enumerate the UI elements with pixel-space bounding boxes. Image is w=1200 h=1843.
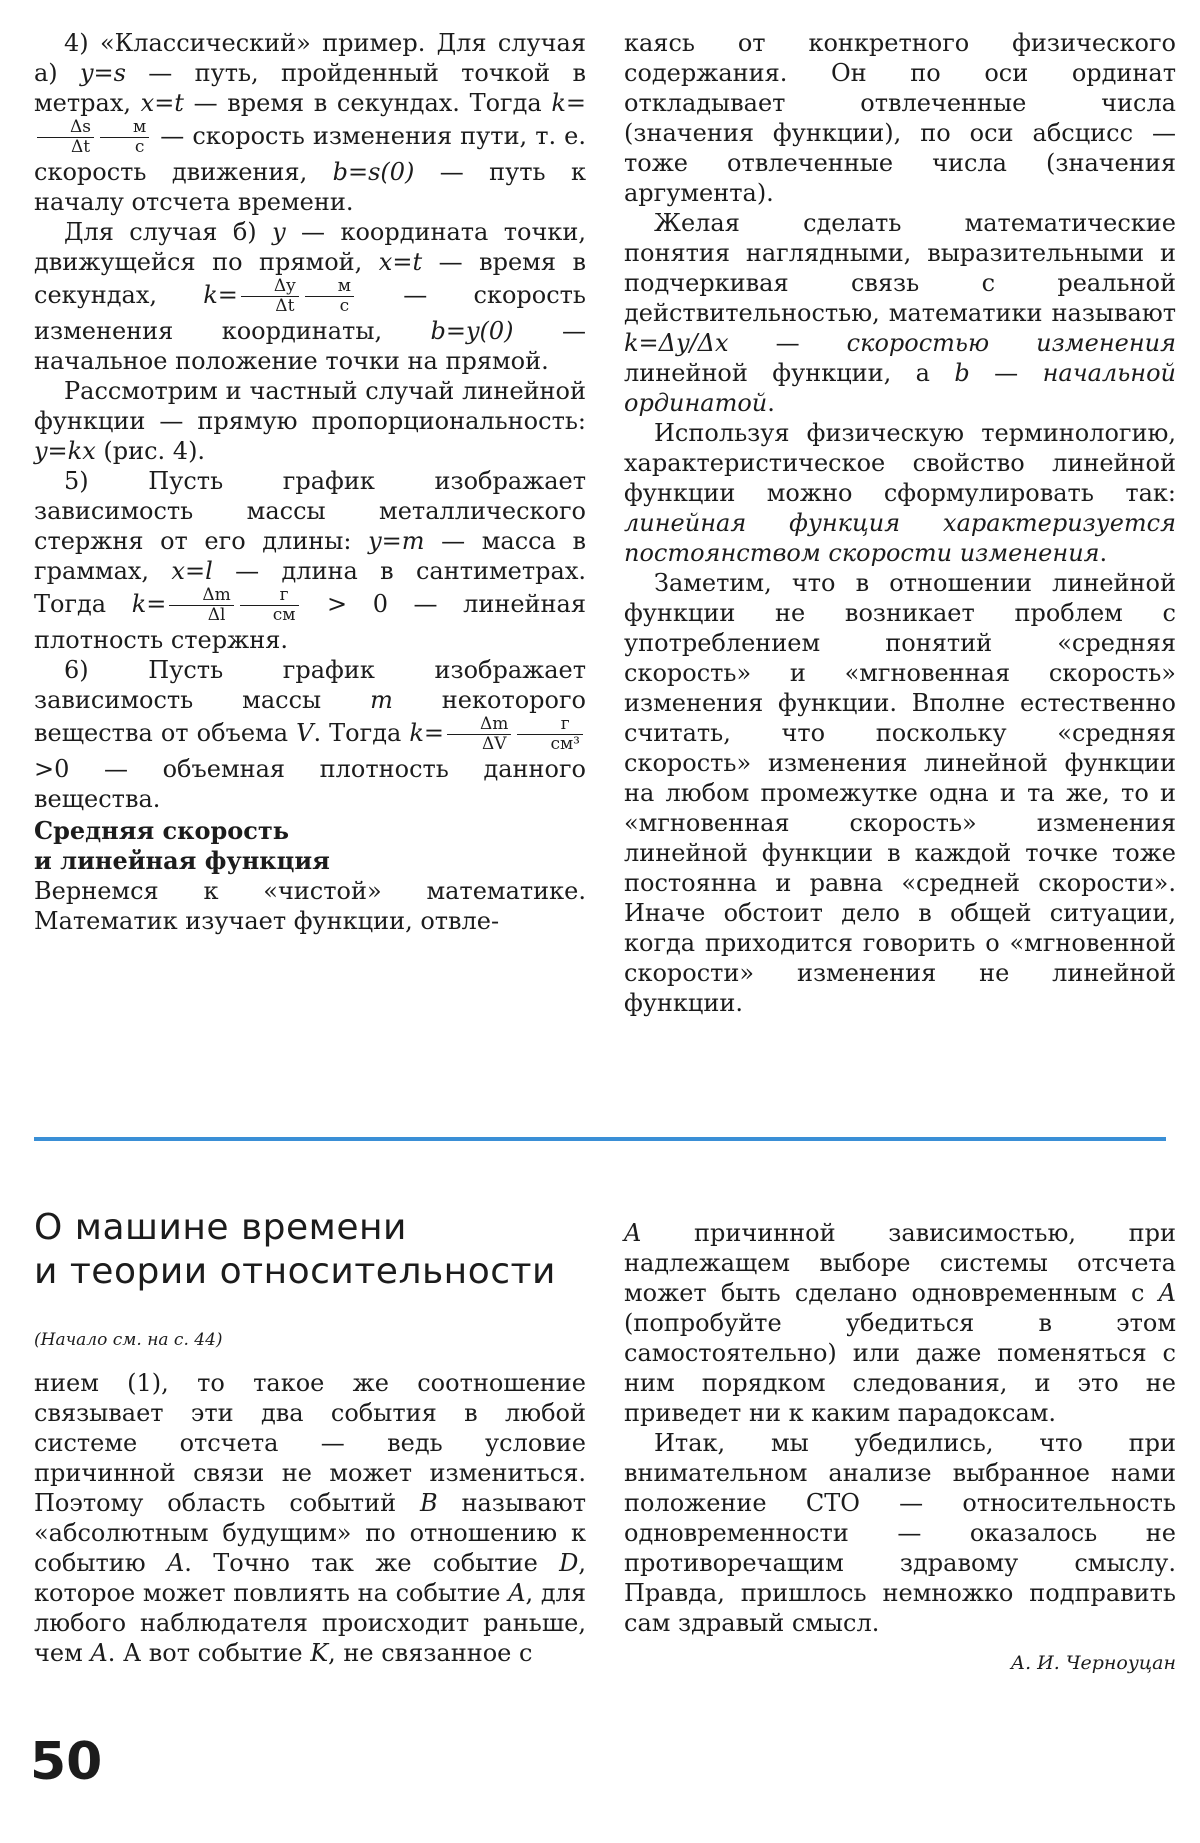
- section-heading-line1: Средняя скорость: [34, 816, 290, 845]
- left-column: [34, 28, 586, 936]
- unit-m-per-s: $\frac{м}{с}$: [100, 118, 149, 157]
- unit-m-per-s: $\frac{м}{с}$: [305, 277, 354, 316]
- paragraph-instant-speed: Заметим, что в отношении линейной функции не возникает проблем с употреблением понятий «средняя скорость» и «мгновенная скорость» изменения функции. Вполне естественно считать, что поскольку «средняя скорость» изменения линейной функции на любом промежутке одна и та же, то и «мгновенная скорость» изменения линейной функции в каждой точке тоже постоянна и равна «средней скорости». Иначе обстоит дело в общей ситуации, когда приходится говорить о «мгновенной скорости» изменения не линейной функции.: [624, 569, 1176, 1017]
- paragraph-volume-density: 6) Пусть график изображает зависимость массы m некоторого вещества от объема V. Тогда k= $\frac{\Delta m}{\Delta V}$ $\frac{г}{\text{см³}}$ >0 — объемная плотность данного вещества.: [34, 656, 587, 813]
- paragraph-classic-example: 4) «Классический» пример. Для случая а) y=s — путь, пройденный точкой в метрах, x=t — время в секундах. Тогда k= $\frac{\Delta s}{\Delta t}$ $\frac{м}{с}$ — скорость изменения пути, т. е. скорость движения, b=s(0) — путь к началу отсчета времени.: [34, 29, 586, 216]
- paragraph-rate-definition: Желая сделать математические понятия наглядными, выразительными и подчеркивая связь с реальной действительностью, математики называют k=Δy/Δx — скоростью изменения линейной функции, а b — начальной ординатой.: [624, 209, 1176, 417]
- paragraph-causal-order: A причинной зависимостью, при надлежащем выборе системы отсчета может быть сделано одновременным с A (попробуйте убедиться в этом самостоятельно) или даже поменяться с ним порядком следования, и это не приведет ни к каким парадоксам.: [624, 1219, 1176, 1427]
- author-signature: А. И. Черноуцан: [1010, 1652, 1176, 1674]
- article-title: О машине времени и теории относительности: [34, 1207, 556, 1292]
- paragraph-characteristic: Используя физическую терминологию, характеристическое свойство линейной функции можно сформулировать так: линейная функция характеризуется постоянством скорости изменения.: [624, 419, 1176, 567]
- paragraph-rod-mass: 5) Пусть график изображает зависимость массы металлического стержня от его длины: y=m — масса в граммах, x=l — длина в сантиметрах. Тогда k= $\frac{\Delta m}{\Delta l}$ $\frac{г}{см}$ > 0 — линейная плотность стержня.: [34, 467, 587, 654]
- article-right-column: [624, 1218, 1176, 1678]
- section-divider: [34, 1137, 1166, 1141]
- paragraph-proportionality: Рассмотрим и частный случай линейной функции — прямую пропорциональность: y=kx (рис. 4).: [34, 377, 586, 465]
- paragraph-case-b: Для случая б) y — координата точки, движущейся по прямой, x=t — время в секундах, k= $\frac{\Delta y}{\Delta t}$ $\frac{м}{с}$ — скорость изменения координаты, b=y(0) — начальное положение точки на прямой.: [34, 218, 586, 375]
- page-number: 50: [30, 1732, 103, 1792]
- fraction-ds-dt: $\frac{\Delta s}{\Delta t}$: [37, 118, 94, 157]
- section-heading: [34, 816, 586, 876]
- article-left-column: [34, 1368, 586, 1668]
- fraction-dm-dv: $\frac{\Delta m}{\Delta V}$: [447, 715, 511, 754]
- right-column: [624, 28, 1176, 1018]
- paragraph-absolute-future: нием (1), то такое же соотношение связывает эти два события в любой системе отсчета — ведь условие причинной связи не может измениться. Поэтому область событий B называют «абсолютным будущим» по отношению к событию A. Точно так же событие D, которое может повлиять на событие A, для любого наблюдателя происходит раньше, чем A. А вот событие K, не связанное с: [34, 1369, 587, 1667]
- paragraph-pure-math: Вернемся к «чистой» математике. Математик изучает функции, отвле-: [34, 877, 586, 935]
- unit-g-per-cm: $\frac{г}{см}$: [240, 586, 299, 625]
- paragraph-abstraction: каясь от конкретного физического содержания. Он по оси ординат откладывает отвлеченные числа (значения функции), по оси абсцисс — тоже отвлеченные числа (значения аргумента).: [624, 29, 1176, 207]
- unit-g-per-cm3: $\frac{г}{\text{см³}}$: [517, 715, 583, 754]
- fraction-dm-dl: $\frac{\Delta m}{\Delta l}$: [169, 586, 233, 625]
- continuation-note: (Начало см. на с. 44): [34, 1330, 223, 1350]
- paragraph-conclusion: Итак, мы убедились, что при внимательном анализе выбранное нами положение СТО — относительность одновременности — оказалось не противоречащим здравому смыслу. Правда, пришлось немножко подправить сам здравый смысл.: [624, 1429, 1176, 1637]
- fraction-dy-dt: $\frac{\Delta y}{\Delta t}$: [241, 277, 299, 316]
- section-heading-line2: и линейная функция: [34, 846, 330, 875]
